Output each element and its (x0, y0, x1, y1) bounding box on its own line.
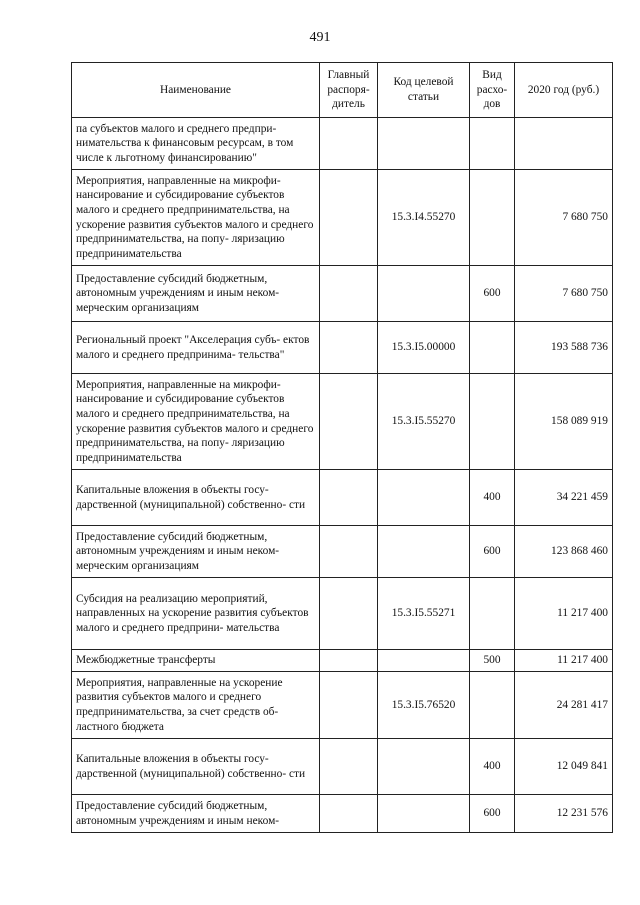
row-target-code (378, 739, 470, 795)
row-amount: 158 089 919 (515, 374, 613, 470)
row-name: Мероприятия, направленные на микрофи- нансирование и субсидирование субъектов малого и среднего предпринимательства, на ускорение развития субъектов малого и среднего предпринимательства, на попу- ляризацию предпринимательства (72, 374, 320, 470)
row-expense-type (470, 578, 515, 650)
table-row (72, 526, 613, 578)
row-amount: 193 588 736 (515, 322, 613, 374)
row-target-code: 15.3.I5.55270 (378, 374, 470, 470)
row-main-manager (320, 374, 378, 470)
row-expense-type: 400 (470, 739, 515, 795)
row-expense-type (470, 672, 515, 739)
row-name: Региональный проект "Акселерация субъ- ектов малого и среднего предпринима- тельства" (72, 322, 320, 374)
table-row (72, 374, 613, 470)
table-row (72, 578, 613, 650)
row-target-code: 15.3.I4.55270 (378, 170, 470, 266)
row-target-code: 15.3.I5.76520 (378, 672, 470, 739)
row-name: Предоставление субсидий бюджетным, автономным учреждениям и иным неком- мерческим организациям (72, 266, 320, 322)
table-row (72, 118, 613, 170)
row-expense-type (470, 322, 515, 374)
row-expense-type (470, 118, 515, 170)
row-main-manager (320, 578, 378, 650)
row-name: Мероприятия, направленные на микрофи- нансирование и субсидирование субъектов малого и среднего предпринимательства, на ускорение развития субъектов малого и среднего предпринимательства, на попу- ляризацию предпринимательства (72, 170, 320, 266)
row-amount: 11 217 400 (515, 650, 613, 672)
row-amount: 12 049 841 (515, 739, 613, 795)
row-main-manager (320, 266, 378, 322)
row-amount: 7 680 750 (515, 266, 613, 322)
row-target-code: 15.3.I5.55271 (378, 578, 470, 650)
row-name: Субсидия на реализацию мероприятий, направленных на ускорение развития субъектов малого и среднего предприни- мательства (72, 578, 320, 650)
row-name: Капитальные вложения в объекты госу- дарственной (муниципальной) собственно- сти (72, 470, 320, 526)
row-expense-type (470, 170, 515, 266)
row-name: Предоставление субсидий бюджетным, автономным учреждениям и иным неком- мерческим организациям (72, 526, 320, 578)
row-expense-type: 600 (470, 266, 515, 322)
header-target-code: Код целевой статьи (378, 63, 470, 118)
row-target-code (378, 118, 470, 170)
table-row (72, 266, 613, 322)
table-header-row (72, 63, 613, 118)
table-row (72, 795, 613, 833)
row-expense-type: 600 (470, 526, 515, 578)
table-row (72, 650, 613, 672)
row-amount: 24 281 417 (515, 672, 613, 739)
header-name: Наименование (72, 63, 320, 118)
table-row (72, 470, 613, 526)
row-main-manager (320, 470, 378, 526)
row-amount: 34 221 459 (515, 470, 613, 526)
row-expense-type: 600 (470, 795, 515, 833)
row-amount (515, 118, 613, 170)
table-row (72, 739, 613, 795)
row-amount: 12 231 576 (515, 795, 613, 833)
row-main-manager (320, 118, 378, 170)
row-main-manager (320, 739, 378, 795)
row-name: Мероприятия, направленные на ускорение развития субъектов малого и среднего предпринимательства, за счет средств об- ластного бюджета (72, 672, 320, 739)
header-amount-2020: 2020 год (руб.) (515, 63, 613, 118)
page-number: 491 (309, 30, 331, 45)
row-target-code (378, 526, 470, 578)
row-target-code (378, 266, 470, 322)
row-amount: 11 217 400 (515, 578, 613, 650)
header-expense-type: Вид расхо- дов (470, 63, 515, 118)
table-row (72, 322, 613, 374)
table-row (72, 672, 613, 739)
row-expense-type (470, 374, 515, 470)
budget-table (71, 62, 613, 833)
row-target-code: 15.3.I5.00000 (378, 322, 470, 374)
row-name: Капитальные вложения в объекты госу- дарственной (муниципальной) собственно- сти (72, 739, 320, 795)
row-expense-type: 500 (470, 650, 515, 672)
row-main-manager (320, 650, 378, 672)
table-body (72, 118, 613, 833)
row-main-manager (320, 672, 378, 739)
table-row (72, 170, 613, 266)
row-amount: 123 868 460 (515, 526, 613, 578)
row-name: Предоставление субсидий бюджетным, автономным учреждениям и иным неком- (72, 795, 320, 833)
row-expense-type: 400 (470, 470, 515, 526)
row-main-manager (320, 322, 378, 374)
row-main-manager (320, 526, 378, 578)
row-main-manager (320, 795, 378, 833)
row-target-code (378, 470, 470, 526)
row-target-code (378, 795, 470, 833)
row-main-manager (320, 170, 378, 266)
header-main-manager: Главный распоря- дитель (320, 63, 378, 118)
row-name: па субъектов малого и среднего предпри- нимательства к финансовым ресурсам, в том числе к льготному финансированию" (72, 118, 320, 170)
row-name: Межбюджетные трансферты (72, 650, 320, 672)
row-amount: 7 680 750 (515, 170, 613, 266)
row-target-code (378, 650, 470, 672)
